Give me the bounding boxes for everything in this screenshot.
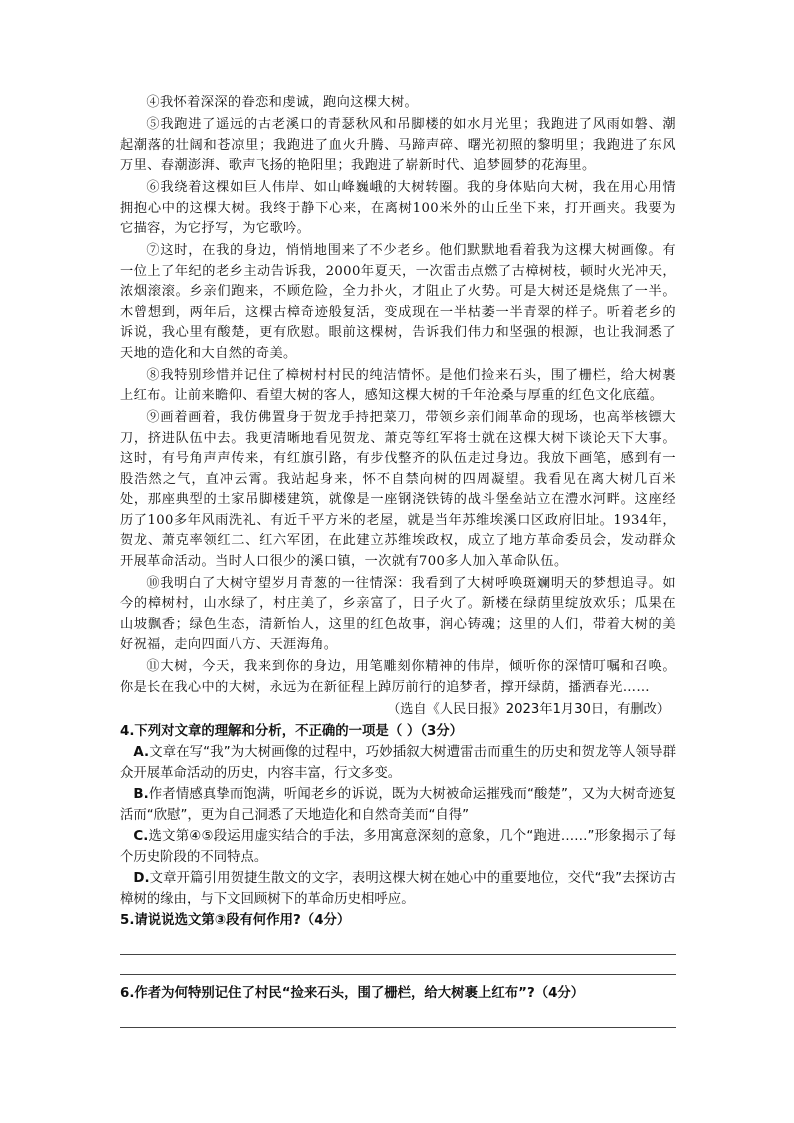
option-letter: B. <box>133 786 149 802</box>
paragraph-7: ⑦这时，在我的身边，悄悄地围来了不少老乡。他们默默地看着我为这棵大树画像。有一位上了年纪的老乡主动告诉我，2000年夏天，一次雷击点燃了古樟树枝，顿时火光冲天，浓烟滚滚。乡亲们跑来，不顾危险，全力扑火，才阻止了火势。可是大树还是烧焦了一半。木曾想到，两年后，这棵古樟奇迹般复活，变成现在一半枯萎一半青翠的样子。听着老乡的诉说，我心里有酸楚，更有欣慰。眼前这棵树，告诉我们伟力和坚强的根源，也让我洞悉了天地的造化和大自然的奇美。 <box>120 243 676 361</box>
question-4-option-c <box>120 826 676 868</box>
question-4-option-b <box>120 784 676 826</box>
question-5 <box>120 910 676 983</box>
paragraph-11: ⑪大树，今天，我来到你的身边，用笔雕刻你精神的伟岸，倾听你的深情叮嘱和召唤。你是长在我心中的大树，永远为在新征程上踔厉前行的追梦者，撑开绿荫，播洒春光…… <box>120 659 676 695</box>
question-4-option-d <box>120 868 676 910</box>
answer-line[interactable] <box>120 1027 676 1028</box>
source-citation: （选自《人民日报》2023年1月30日，有删改） <box>387 702 670 717</box>
paragraph-10: ⑩我明白了大树守望岁月青葱的一往情深：我看到了大树呼唤斑斓明天的梦想追寻。如今的樟树村，山水绿了，村庄美了，乡亲富了，日子火了。新楼在绿荫里绽放欢乐；瓜果在山坡飘香；绿色生态，清新怡人，这里的红色故事，润心铸魂；这里的人们，带着大树的美好祝福，走向四面八方、天涯海角。 <box>120 575 676 652</box>
option-letter: A. <box>133 744 150 760</box>
document-page <box>120 93 676 1028</box>
question-4-option-a <box>120 742 676 784</box>
question-6 <box>120 983 676 1028</box>
option-letter: C. <box>133 828 149 844</box>
option-text: 选文第④⑤段运用虚实结合的手法，多用寓意深刻的意象，几个“跑进……”形象揭示了每个历史阶段的不同特点。 <box>120 828 676 865</box>
paragraph-4: ④我怀着深深的眷恋和虔诚，跑向这棵大树。 <box>146 95 419 110</box>
question-6-title: 6.作者为何特别记住了村民“捡来石头，围了栅栏，给大树裹上红布”?（4分） <box>120 985 585 1001</box>
question-5-title: 5.请说说选文第③段有何作用?（4分） <box>120 912 351 928</box>
option-text: 文章在写“我”为大树画像的过程中，巧妙插叙大树遭雷击而重生的历史和贺龙等人领导群众开展革命活动的历史，内容丰富，行文多变。 <box>120 744 676 781</box>
option-text: 文章开篇引用贺捷生散文的文字，表明这棵大树在她心中的重要地位，交代“我”去探访古樟树的缘由，与下文回顾树下的革命历史相呼应。 <box>120 870 676 907</box>
question-4-title: 4.下列对文章的理解和分析，不正确的一项是（ ）（3分） <box>120 723 464 739</box>
option-letter: D. <box>133 870 150 886</box>
passage <box>120 93 676 721</box>
option-text: 作者情感真挚而饱满，听闻老乡的诉说，既为大树被命运摧残而“酸楚”，又为大树奇迹复活而“欣慰”，更为自己洞悉了天地造化和自然奇美而“自得” <box>120 786 676 823</box>
paragraph-8: ⑧我特别珍惜并记住了樟树村村民的纯洁情怀。是他们捡来石头，围了栅栏，给大树裹上红布。让前来瞻仰、看望大树的客人，感知这棵大树的千年沧桑与厚重的红色文化底蕴。 <box>120 367 676 403</box>
paragraph-6: ⑥我绕着这棵如巨人伟岸、如山峰巍峨的大树转圈。我的身体贴向大树，我在用心用情拥抱心中的这棵大树。我终于静下心来，在离树100米外的山丘坐下来，打开画夹。我要为它描容，为它抒写，为它歌吟。 <box>120 180 676 236</box>
paragraph-9: ⑨画着画着，我仿佛置身于贺龙手持把菜刀，带领乡亲们闹革命的现场，也高举核镖大刀，挤进队伍中去。我更清晰地看见贺龙、萧克等红军将士就在这棵大树下谈论天下大事。这时，有号角声声传来，有红旗引路，有步伐整齐的队伍走过身边。我放下画笔，感到有一股浩然之气，直冲云霄。我站起身来，怀不自禁向树的四周凝望。我看见在离大树几百米处，那座典型的土家吊脚楼建筑，就像是一座钢浇铁铸的战斗堡垒站立在澧水河畔。这座经历了100多年风雨洗礼、有近千平方米的老屋，就是当年苏维埃溪口区政府旧址。1934年，贺龙、萧克率领红二、红六军团，在此建立苏维埃政权，成立了地方革命委员会，发动群众开展革命活动。当时人口很少的溪口镇，一次就有700多人加入革命队伍。 <box>120 410 676 569</box>
question-4 <box>120 721 676 910</box>
paragraph-5: ⑤我跑进了遥远的古老溪口的青瑟秋风和吊脚楼的如水月光里；我跑进了风雨如磐、潮起潮落的壮阔和苍凉里；我跑进了血火升腾、马蹄声碎、曙光初照的黎明里；我跑进了东风万里、春潮澎湃、歌声飞扬的艳阳里；我跑进了崭新时代、追梦圆梦的花海里。 <box>120 117 676 173</box>
